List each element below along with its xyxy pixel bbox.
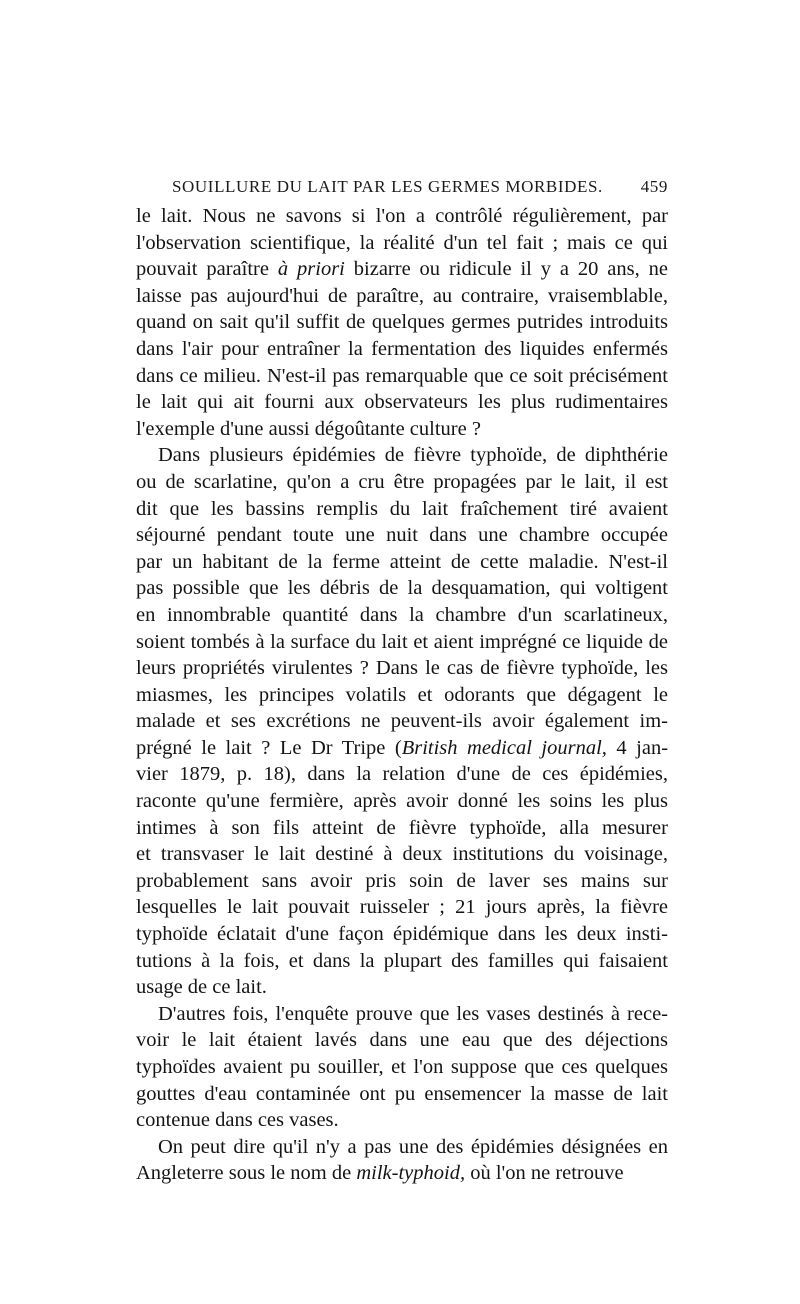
text-line: dans l'air pour entraîner la fermentation des liquides enfermés xyxy=(136,337,668,360)
text-line: dit que les bassins remplis du lait fraîchement tiré avaient xyxy=(136,497,668,520)
text-line: soient tombés à la surface du lait et aient imprégné ce liquide de xyxy=(136,630,668,653)
text-line: en innombrable quantité dans la chambre d'un scarlatineux, xyxy=(136,603,668,626)
text-line: l'exemple d'une aussi dégoûtante culture ? xyxy=(136,417,481,440)
italic-text: milk-typhoid, xyxy=(356,1162,466,1185)
text-line: vier 1879, p. 18), dans la relation d'une de ces épidémies, xyxy=(136,763,668,786)
page-number: 459 xyxy=(640,177,668,196)
text-line: ou de scarlatine, qu'on a cru être propagées par le lait, il est xyxy=(136,470,668,493)
text-line: lesquelles le lait pouvait ruisseler ; 21 jours après, la fièvre xyxy=(136,896,668,919)
text-line: voir le lait étaient lavés dans une eau que des déjections xyxy=(136,1029,668,1052)
text-line: dans ce milieu. N'est-il pas remarquable que ce soit précisément xyxy=(136,364,668,387)
paragraph xyxy=(136,1001,668,1134)
paragraph xyxy=(136,442,668,1000)
text-line: typhoïdes avaient pu souiller, et l'on suppose que ces quelques xyxy=(136,1056,668,1078)
paragraph xyxy=(136,1134,668,1187)
text-line: usage de ce lait. xyxy=(136,976,267,999)
text-line: quand on sait qu'il suffit de quelques germes putrides introduits xyxy=(136,311,668,334)
text-line: On peut dire qu'il n'y a pas une des épidémies désignées en xyxy=(158,1135,668,1158)
text-line: miasmes, les principes volatils et odorants que dégagent le xyxy=(136,683,668,706)
text-line: malade et ses excrétions ne peuvent-ils avoir également im- xyxy=(136,710,668,733)
text-line: l'observation scientifique, la réalité d'un tel fait ; mais ce qui xyxy=(136,231,668,254)
text-line: séjourné pendant toute une nuit dans une chambre occupée xyxy=(136,524,668,547)
text-line: pas possible que les débris de la desquamation, qui voltigent xyxy=(136,577,668,600)
text-line: intimes à son fils atteint de fièvre typhoïde, alla mesurer xyxy=(136,816,668,839)
italic-text: à priori xyxy=(277,258,345,281)
text-line: par un habitant de la ferme atteint de cette maladie. N'est-il xyxy=(136,550,668,573)
text-line: contenue dans ces vases. xyxy=(136,1109,339,1132)
book-page xyxy=(136,175,668,1187)
running-title: SOUILLURE DU LAIT PAR LES GERMES MORBIDES. xyxy=(172,177,603,196)
text-line: et transvaser le lait destiné à deux institutions du voisinage, xyxy=(136,843,668,866)
body-text xyxy=(136,203,668,1187)
text-line: tutions à la fois, et dans la plupart des familles qui faisaient xyxy=(136,949,668,972)
text-line: D'autres fois, l'enquête prouve que les vases destinés à rece- xyxy=(158,1002,668,1025)
text-line: laisse pas aujourd'hui de paraître, au contraire, vraisemblable, xyxy=(136,284,668,307)
text-line: probablement sans avoir pris soin de laver ses mains sur xyxy=(136,869,668,892)
text-line: pouvait paraître à priori bizarre ou ridicule il y a 20 ans, ne xyxy=(136,258,668,281)
text-line: Dans plusieurs épidémies de fièvre typhoïde, de diphthérie xyxy=(158,444,668,467)
text-line: typhoïde éclatait d'une façon épidémique dans les deux insti- xyxy=(136,923,668,946)
text-line: le lait. Nous ne savons si l'on a contrôlé régulièrement, par xyxy=(136,205,668,227)
paragraph xyxy=(136,203,668,442)
italic-text: British medical journal, xyxy=(401,736,607,759)
text-line: raconte qu'une fermière, après avoir donné les soins les plus xyxy=(136,790,668,813)
text-line: Angleterre sous le nom de milk-typhoid, où l'on ne retrouve xyxy=(136,1162,624,1185)
text-line: leurs propriétés virulentes ? Dans le cas de fièvre typhoïde, les xyxy=(136,657,668,680)
running-head xyxy=(136,175,668,203)
text-line: gouttes d'eau contaminée ont pu ensemencer la masse de lait xyxy=(136,1082,668,1105)
text-line: prégné le lait ? Le Dr Tripe (British medical journal, 4 jan- xyxy=(136,736,669,759)
text-line: le lait qui ait fourni aux observateurs les plus rudimentaires xyxy=(136,391,668,414)
